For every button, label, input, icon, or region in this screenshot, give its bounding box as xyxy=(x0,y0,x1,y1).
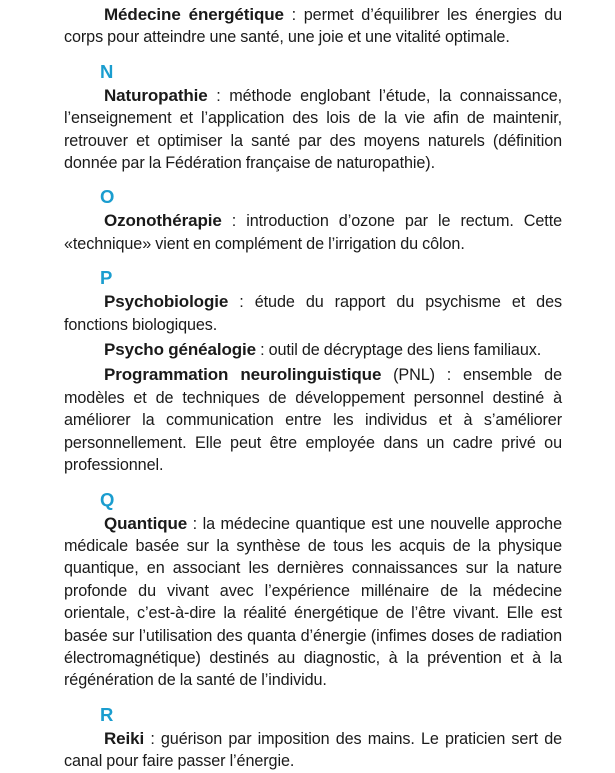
entry-definition: : permet d’équilibrer les énergies du corps pour atteindre une santé, une joie et une vitalité optimale. xyxy=(64,6,563,47)
glossary-entry-psycho-genealogie xyxy=(64,339,562,361)
glossary-page xyxy=(64,4,562,773)
glossary-entry-psychobiologie xyxy=(64,291,562,336)
glossary-entry-ozonotherapie xyxy=(64,210,562,255)
section-letter-n: N xyxy=(100,60,114,82)
entry-term: Médecine énergétique xyxy=(104,5,284,24)
entry-definition: : méthode englobant l’étude, la connaissance, l’enseignement et l’application des lois de la vie afin de maintenir, retrouver et optimiser la santé par des moyens naturels (définition donnée par la Fédération française de naturopathie). xyxy=(64,86,562,173)
entry-definition: : la médecine quantique est une nouvelle approche médicale basée sur la synthèse de tous les acquis de la physique quantique, en associant les dernières connaissances sur la nature profonde du vivant avec l’expérience millénaire de la médecine orientale, c’est-à-dire la réalité énergétique de l’être vivant. Elle est basée sur l’utilisation des quanta d’énergie (infimes doses de radiation électromagnétique) destinés au diagnostic, à la prévention et à la régénération de la santé de l’individu. xyxy=(64,514,562,690)
entry-definition: : introduction d’ozone par le rectum. Cette «technique» vient en complément de l’irrigation du côlon. xyxy=(64,212,562,253)
glossary-entry-reiki xyxy=(64,728,562,773)
section-letter-q: Q xyxy=(100,488,115,510)
entry-definition: : guérison par imposition des mains. Le praticien sert de canal pour faire passer l’énergie. xyxy=(64,729,562,771)
entry-definition: (PNL) : ensemble de modèles et de techniques de développement personnel destiné à améliorer la communication entre les individus et à s’améliorer personnellement. Elle peut être employée dans un cadre privé ou professionnel. xyxy=(64,366,562,475)
entry-term: Programmation neurolinguistique xyxy=(104,365,382,385)
glossary-entry-programmation-neurolinguistique xyxy=(64,364,562,476)
entry-term: Ozonothérapie xyxy=(104,211,222,231)
section-letter-o: O xyxy=(100,186,115,208)
entry-term: Naturopathie xyxy=(104,85,208,105)
entry-term: Quantique xyxy=(104,513,188,533)
glossary-entry-quantique xyxy=(64,513,562,692)
entry-term: Psycho généalogie xyxy=(104,340,256,360)
glossary-entry-medecine-energetique xyxy=(64,4,562,49)
entry-term: Psychobiologie xyxy=(104,292,229,312)
entry-term: Reiki xyxy=(104,728,145,748)
entry-definition: : outil de décryptage des liens familiaux. xyxy=(256,341,542,360)
section-letter-r: R xyxy=(100,703,114,725)
glossary-entry-naturopathie xyxy=(64,85,562,175)
entry-definition: : étude du rapport du psychisme et des fonctions biologiques. xyxy=(64,293,562,334)
section-letter-p: P xyxy=(100,267,113,289)
